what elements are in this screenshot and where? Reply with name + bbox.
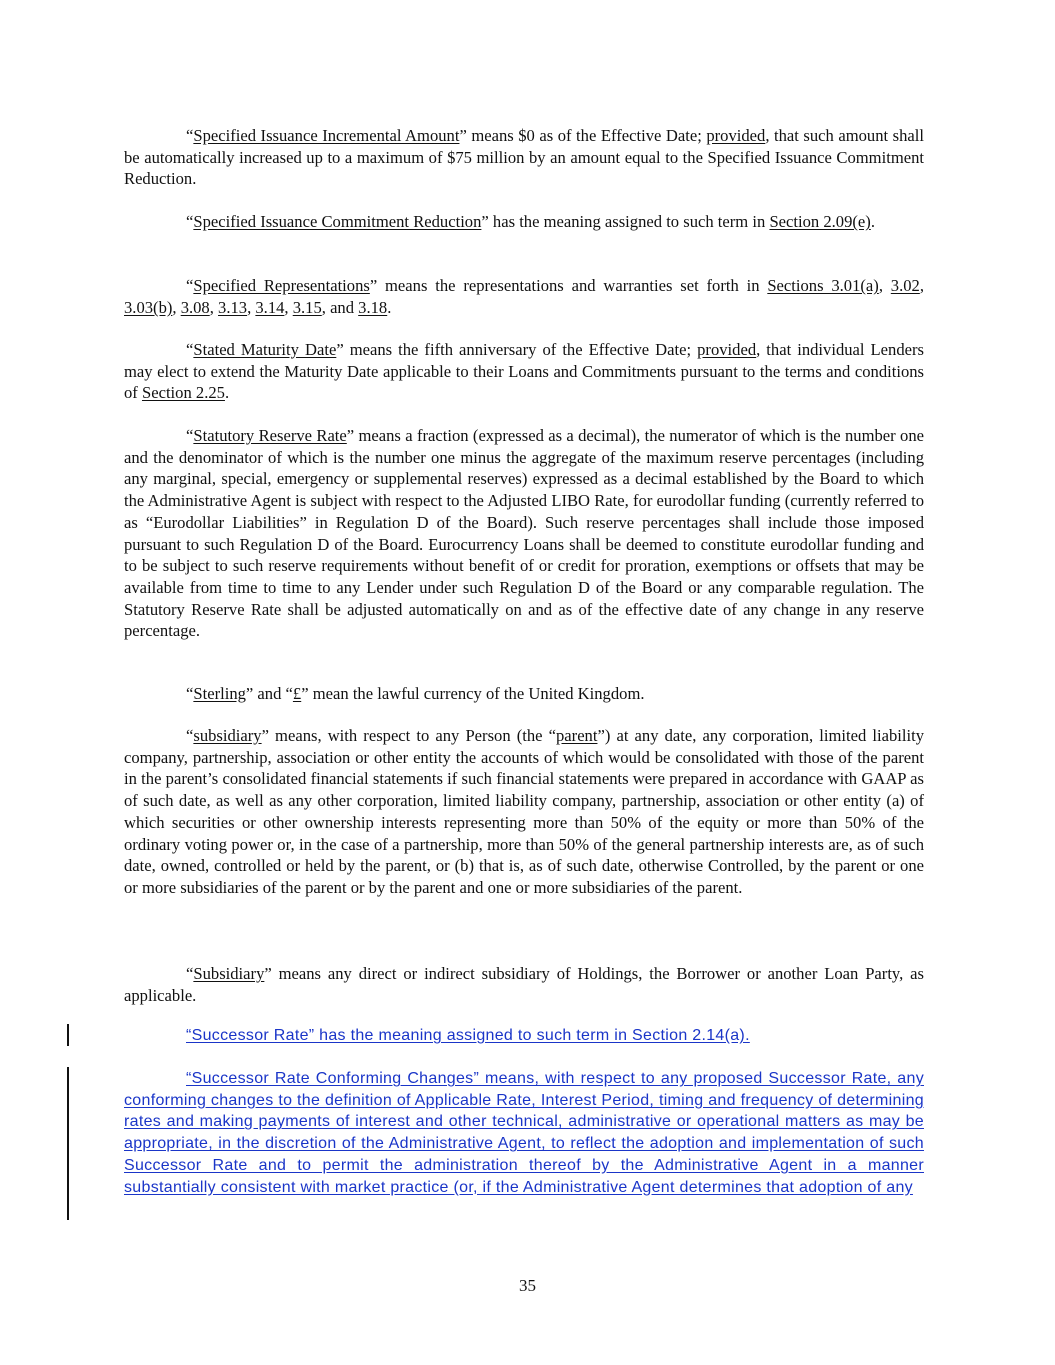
separator: , and [321,297,359,317]
definition-text: ” means the representations and warranties set forth in [369,276,768,295]
separator: , [209,297,219,317]
section-reference: Section 2.25 [141,383,225,403]
definition-text: ” means the fifth anniversary of the Effective Date; [336,340,698,359]
definition-text: , that individual Lenders may elect to extend the Maturity Date applicable to their Loans and Commitments pursuant to the terms and conditions of [124,340,924,403]
separator: , [919,276,924,295]
definition-text: ” means any direct or indirect subsidiary of Holdings, the Borrower or another Loan Party, as applicable. [124,964,924,1005]
definition-text: ” mean the lawful currency of the United Kingdom. [301,684,645,703]
definition-specified-representations [124,275,924,318]
definition-text: , that such amount shall be automatically increased up to a maximum of $75 million by an amount equal to the Specified Issuance Commitment Reduction. [124,126,924,189]
section-reference: 3.14 [255,297,285,317]
definition-sterling [124,683,924,705]
definition-stated-maturity-date [124,339,924,404]
open-quote: “ [186,340,194,359]
separator: , [172,297,181,317]
definition-text: ” means $0 as of the Effective Date; [459,126,707,145]
section-reference: 3.02 [890,276,920,295]
proviso-word: provided [697,340,757,359]
section-reference: 3.18 [358,297,388,317]
section-reference: 3.15 [292,297,322,317]
definition-specified-issuance-incremental-amount [124,125,924,190]
defined-term: Sterling [193,684,246,703]
definition-text: . [387,297,392,317]
definition-text: ” means a fraction (expressed as a decimal), the numerator of which is the number one and the denominator of which is the number one minus the aggregate of the maximum reserve percentages (including any marginal, special, emergency or supplemental reserves) expressed as a decimal established by the Board to which the Administrative Agent is subject with respect to the Adjusted LIBO Rate, for eurodollar funding (currently referred to as “Eurodollar Liabilities” in Regulation D of the Board). Such reserve percentages shall include those imposed pursuant to such Regulation D of the Board. Eurocurrency Loans shall be deemed to constitute eurodollar funding and to be subject to such reserve requirements without benefit of or credit for proration, exemptions or offsets that may be available from time to time to any Lender under such Regulation D of the Board or any comparable regulation. The Statutory Reserve Rate shall be adjusted automatically on and as of the effective date of any change in any reserve percentage. [124,426,924,641]
defined-term: Subsidiary [193,964,265,983]
open-quote: “ [186,276,194,295]
definition-statutory-reserve-rate [124,425,924,642]
separator: , [878,276,891,295]
definition-subsidiary-capitalized [124,963,924,1006]
section-reference: 3.13 [218,297,248,317]
inserted-definition-successor-rate [124,1025,924,1047]
section-reference: Section 2.09(e) [769,212,871,231]
defined-term: Specified Issuance Incremental Amount [193,126,460,145]
open-quote: “ [186,126,194,145]
defined-term: subsidiary [193,726,262,745]
separator: , [247,297,256,317]
defined-term: parent [556,726,598,745]
section-reference: 3.08 [180,297,210,317]
open-quote: “ [186,684,194,703]
change-bar [67,1024,69,1046]
section-reference: Sections 3.01(a) [767,276,879,295]
section-reference: 3.03(b) [124,297,173,317]
currency-symbol: £ [292,684,302,703]
definition-text: ” means, with respect to any Person (the “ [261,726,556,745]
defined-term: Specified Representations [193,276,370,295]
separator: , [284,297,293,317]
inserted-text: “Successor Rate” has the meaning assigned to such term in Section 2.14(a). [186,1027,750,1044]
open-quote: “ [186,212,194,231]
open-quote: “ [186,426,194,445]
change-bar [67,1067,69,1220]
proviso-word: provided [706,126,766,145]
open-quote: “ [186,726,194,745]
page-number: 35 [519,1276,536,1295]
inserted-text: “Successor Rate Conforming Changes” means, with respect to any proposed Successor Rate, any conforming changes to the definition of Applicable Rate, Interest Period, timing and frequency of determining rates and making payments of interest and other technical, administrative or operational matters as may be appropriate, in the discretion of the Administrative Agent, to reflect the adoption and implementation of such Successor Rate and to permit the administration thereof by the Administrative Agent in a manner substantially consistent with market practice (or, if the Administrative Agent determines that adoption of any [124,1070,924,1196]
definition-text: ” has the meaning assigned to such term in [481,212,770,231]
definition-text: . [870,212,875,231]
definition-subsidiary-lowercase [124,725,924,899]
defined-term: Stated Maturity Date [193,340,337,359]
definition-text: . [224,383,230,403]
definition-text: ” and “ [245,684,293,703]
open-quote: “ [186,964,194,983]
definition-text: ”) at any date, any corporation, limited liability company, partnership, association or other entity the accounts of which would be consolidated with those of the parent in the parent’s consolidated financial statements if such financial statements were prepared in accordance with GAAP as of such date, as well as any other corporation, limited liability company, partnership, association or other entity (a) of which securities or other ownership interests representing more than 50% of the equity or more than 50% of the ordinary voting power or, in the case of a partnership, more than 50% of the general partnership interests are, as of such date, owned, controlled or held by the parent, or (b) that is, as of such date, otherwise Controlled, by the parent or one or more subsidiaries of the parent or by the parent and one or more subsidiaries of the parent. [124,726,925,897]
inserted-definition-successor-rate-conforming-changes [124,1068,924,1198]
defined-term: Specified Issuance Commitment Reduction [193,212,482,231]
defined-term: Statutory Reserve Rate [193,426,347,445]
definition-specified-issuance-commitment-reduction [124,211,924,233]
